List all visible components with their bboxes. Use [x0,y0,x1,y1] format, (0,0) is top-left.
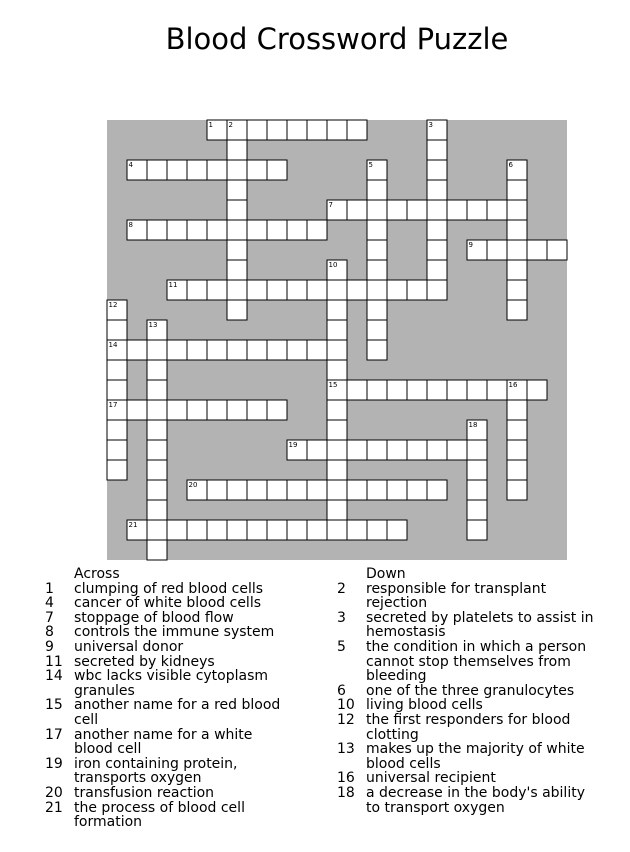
grid-cell[interactable] [427,160,447,180]
grid-cell[interactable] [107,380,127,400]
grid-cell[interactable] [307,120,327,140]
clue-text: the first responders for blood clotting [366,711,571,743]
clue-number: 21 [45,799,63,816]
grid-cell[interactable] [247,400,267,420]
clue-text: living blood cells [366,697,483,714]
grid-cell[interactable] [287,220,307,240]
grid-cell[interactable] [307,340,327,360]
grid-cell[interactable] [507,220,527,240]
down-clue [337,582,599,611]
cell-number: 18 [468,421,478,429]
down-heading: Down [366,566,406,582]
grid-cell[interactable] [347,440,367,460]
clue-number: 5 [337,638,346,655]
grid-cell[interactable] [107,420,127,440]
cell-number: 15 [328,381,338,389]
cell-number: 14 [108,341,118,349]
grid-cell[interactable] [507,280,527,300]
grid-cell[interactable] [147,360,167,380]
grid-cell[interactable] [327,340,347,360]
grid-cell[interactable] [427,260,447,280]
grid-cell[interactable] [267,340,287,360]
grid-cell[interactable] [427,280,447,300]
grid-cell[interactable] [107,360,127,380]
down-clue [337,611,599,640]
grid-cell[interactable] [227,200,247,220]
grid-cell[interactable] [207,400,227,420]
grid-cell[interactable] [147,400,167,420]
grid-cell[interactable] [327,500,347,520]
grid-cell[interactable] [167,400,187,420]
across-clue [45,669,295,698]
grid-cell[interactable] [427,240,447,260]
grid-cell[interactable] [347,480,367,500]
grid-cell[interactable] [487,380,507,400]
cell-number: 5 [368,161,373,169]
grid-cell[interactable] [147,160,167,180]
grid-cell[interactable] [107,320,127,340]
cell-number: 12 [108,301,118,309]
grid-cell[interactable] [207,160,227,180]
across-clue [45,801,295,830]
clue-number: 2 [337,580,346,597]
grid-cell[interactable] [467,520,487,540]
grid-cell[interactable] [187,160,207,180]
grid-cell[interactable] [327,520,347,540]
grid-cell[interactable] [527,240,547,260]
grid-cell[interactable] [167,520,187,540]
grid-cell[interactable] [247,220,267,240]
grid-cell[interactable] [387,280,407,300]
clue-text: universal donor [74,638,184,655]
grid-cell[interactable] [267,520,287,540]
clue-text: iron containing protein, transports oxygen [74,755,238,787]
grid-cell[interactable] [367,480,387,500]
grid-cell[interactable] [347,200,367,220]
across-clue [45,728,295,757]
grid-cell[interactable] [187,340,207,360]
grid-cell[interactable] [407,480,427,500]
grid-cell[interactable] [427,200,447,220]
down-clues [337,567,599,815]
clue-text: one of the three granulocytes [366,682,575,699]
grid-cell[interactable] [227,160,247,180]
clue-number: 18 [337,784,355,801]
grid-cell[interactable] [147,380,167,400]
grid-cell[interactable] [407,280,427,300]
clue-number: 3 [337,609,346,626]
clue-text: secreted by platelets to assist in hemostasis [366,609,594,641]
clue-text: clumping of red blood cells [74,580,264,597]
grid-cell[interactable] [387,440,407,460]
cell-number: 11 [168,281,178,289]
grid-cell[interactable] [427,380,447,400]
grid-cell[interactable] [207,220,227,240]
grid-cell[interactable] [107,440,127,460]
grid-cell[interactable] [227,180,247,200]
grid-cell[interactable] [387,380,407,400]
grid-cell[interactable] [507,460,527,480]
grid-cell[interactable] [187,220,207,240]
grid-cell[interactable] [467,480,487,500]
grid-cell[interactable] [247,520,267,540]
grid-cell[interactable] [247,160,267,180]
cell-number: 7 [328,201,333,209]
grid-cell[interactable] [507,200,527,220]
grid-cell[interactable] [147,540,167,560]
grid-cell[interactable] [227,480,247,500]
grid-cell[interactable] [467,500,487,520]
grid-cell[interactable] [327,300,347,320]
grid-cell[interactable] [167,160,187,180]
down-clue [337,713,599,742]
clue-number: 10 [337,697,355,714]
grid-cell[interactable] [347,280,367,300]
grid-cell[interactable] [327,460,347,480]
clue-number: 9 [45,638,54,655]
across-clue [45,640,295,655]
grid-cell[interactable] [147,220,167,240]
grid-cell[interactable] [407,440,427,460]
grid-cell[interactable] [247,480,267,500]
grid-cell[interactable] [187,280,207,300]
grid-cell[interactable] [327,420,347,440]
cell-number: 10 [328,261,338,269]
clue-text: another name for a white blood cell [74,726,253,758]
grid-cell[interactable] [447,380,467,400]
clue-number: 7 [45,609,54,626]
down-clue [337,684,599,699]
grid-cell[interactable] [407,200,427,220]
grid-cell[interactable] [367,220,387,240]
grid-cell[interactable] [207,340,227,360]
grid-cell[interactable] [367,240,387,260]
grid-cell[interactable] [367,320,387,340]
cell-number: 1 [208,121,213,129]
grid-cell[interactable] [107,460,127,480]
grid-cell[interactable] [367,520,387,540]
grid-cell[interactable] [327,280,347,300]
grid-cell[interactable] [467,460,487,480]
grid-cell[interactable] [507,300,527,320]
grid-cell[interactable] [507,480,527,500]
cell-number: 4 [128,161,133,169]
grid-cell[interactable] [307,440,327,460]
grid-cell[interactable] [367,340,387,360]
grid-cell[interactable] [367,180,387,200]
grid-cell[interactable] [387,480,407,500]
grid-cell[interactable] [147,440,167,460]
grid-cell[interactable] [467,200,487,220]
grid-cell[interactable] [327,440,347,460]
clue-text: makes up the majority of white blood cells [366,741,585,772]
grid-cell[interactable] [367,260,387,280]
grid-cell[interactable] [387,520,407,540]
grid-cell[interactable] [367,440,387,460]
grid-cell[interactable] [367,200,387,220]
grid-cell[interactable] [327,360,347,380]
clue-text: the condition in which a person cannot stop themselves from bleeding [366,638,587,685]
grid-cell[interactable] [347,380,367,400]
grid-cell[interactable] [147,420,167,440]
clue-text: wbc lacks visible cytoplasm granules [74,668,269,699]
grid-cell[interactable] [187,400,207,420]
grid-cell[interactable] [487,240,507,260]
across-clue [45,596,295,611]
clue-text: cancer of white blood cells [74,595,262,612]
grid-cell[interactable] [347,520,367,540]
grid-cell[interactable] [387,200,407,220]
grid-cell[interactable] [327,480,347,500]
grid-cell[interactable] [507,240,527,260]
grid-cell[interactable] [327,400,347,420]
grid-cell[interactable] [347,120,367,140]
puzzle-title: Blood Crossword Puzzle [165,22,509,56]
grid-cell[interactable] [307,280,327,300]
across-clue [45,786,295,801]
grid-cell[interactable] [367,280,387,300]
cell-number: 21 [128,521,138,529]
clue-text: stoppage of blood flow [74,609,234,626]
cell-number: 20 [188,481,198,489]
grid-cell[interactable] [227,260,247,280]
down-clue [337,640,599,684]
grid-cell[interactable] [187,520,207,540]
grid-cell[interactable] [507,180,527,200]
grid-cell[interactable] [427,180,447,200]
clue-number: 12 [337,711,355,728]
grid-cell[interactable] [167,340,187,360]
clue-number: 16 [337,770,355,787]
down-clue [337,786,599,815]
grid-cell[interactable] [327,320,347,340]
cell-number: 16 [508,381,518,389]
clue-text: secreted by kidneys [74,653,215,670]
cell-number: 9 [468,241,473,249]
clue-text: transfusion reaction [74,784,215,801]
cell-number: 17 [108,401,118,409]
grid-cell[interactable] [427,220,447,240]
grid-cell[interactable] [507,260,527,280]
grid-cell[interactable] [207,520,227,540]
clue-number: 15 [45,697,63,714]
clue-number: 11 [45,653,63,670]
clue-number: 17 [45,726,63,743]
grid-cell[interactable] [207,280,227,300]
grid-cell[interactable] [527,380,547,400]
grid-cell[interactable] [147,460,167,480]
grid-cell[interactable] [367,380,387,400]
across-clue [45,582,295,597]
across-heading: Across [74,566,120,582]
cell-number: 2 [228,121,233,129]
cell-number: 3 [428,121,433,129]
clue-number: 20 [45,784,63,801]
grid-cell[interactable] [367,300,387,320]
grid-cell[interactable] [427,140,447,160]
grid-cell[interactable] [287,480,307,500]
clue-text: controls the immune system [74,624,275,641]
grid-cell[interactable] [147,340,167,360]
grid-cell[interactable] [267,220,287,240]
grid-cell[interactable] [147,480,167,500]
grid-cell[interactable] [227,240,247,260]
grid-cell[interactable] [507,420,527,440]
grid-cell[interactable] [147,520,167,540]
grid-cell[interactable] [287,280,307,300]
clue-number: 1 [45,580,54,597]
clue-text: another name for a red blood cell [74,697,281,728]
grid-cell[interactable] [447,440,467,460]
cell-number: 19 [288,441,298,449]
grid-cell[interactable] [427,480,447,500]
grid-cell[interactable] [287,340,307,360]
down-clue [337,698,599,713]
grid-cell[interactable] [267,160,287,180]
across-clue [45,611,295,626]
clue-number: 8 [45,624,54,641]
grid-cell[interactable] [207,480,227,500]
cell-number: 8 [128,221,133,229]
grid-cell[interactable] [547,240,567,260]
grid-cell[interactable] [287,520,307,540]
down-clue [337,771,599,786]
grid-cell[interactable] [247,120,267,140]
grid-cell[interactable] [247,340,267,360]
clue-text: a decrease in the body's ability to transport oxygen [366,784,585,816]
grid-cell[interactable] [307,520,327,540]
down-clue [337,742,599,771]
grid-cell[interactable] [227,220,247,240]
grid-cell[interactable] [227,280,247,300]
grid-cell[interactable] [227,140,247,160]
clue-text: the process of blood cell formation [74,799,245,831]
grid-cell[interactable] [227,400,247,420]
grid-cell[interactable] [447,200,467,220]
grid-cell[interactable] [267,400,287,420]
clue-number: 19 [45,755,63,772]
grid-cell[interactable] [407,380,427,400]
grid-cell[interactable] [227,520,247,540]
across-clue [45,698,295,727]
grid-cell[interactable] [507,440,527,460]
grid-cell[interactable] [427,440,447,460]
grid-cell[interactable] [467,380,487,400]
grid-cell[interactable] [267,280,287,300]
clue-number: 4 [45,595,54,612]
grid-cell[interactable] [507,400,527,420]
grid-cell[interactable] [127,400,147,420]
across-clue [45,655,295,670]
clue-number: 13 [337,741,355,758]
grid-cell[interactable] [287,120,307,140]
cell-number: 6 [508,161,513,169]
across-clue [45,625,295,640]
grid-cell[interactable] [307,480,327,500]
grid-cell[interactable] [167,220,187,240]
across-clues [45,567,295,830]
clue-number: 14 [45,668,63,685]
cell-number: 13 [148,321,158,329]
grid-cell[interactable] [267,480,287,500]
grid-cell[interactable] [227,300,247,320]
grid-cell[interactable] [327,120,347,140]
grid-cell[interactable] [267,120,287,140]
across-clue [45,757,295,786]
grid-cell[interactable] [247,280,267,300]
grid-cell[interactable] [127,340,147,360]
grid-cell[interactable] [467,440,487,460]
clue-text: universal recipient [366,770,496,787]
grid-cell[interactable] [487,200,507,220]
clue-number: 6 [337,682,346,699]
grid-cell[interactable] [147,500,167,520]
grid-cell[interactable] [307,220,327,240]
clue-text: responsible for transplant rejection [366,580,547,612]
grid-cell[interactable] [227,340,247,360]
